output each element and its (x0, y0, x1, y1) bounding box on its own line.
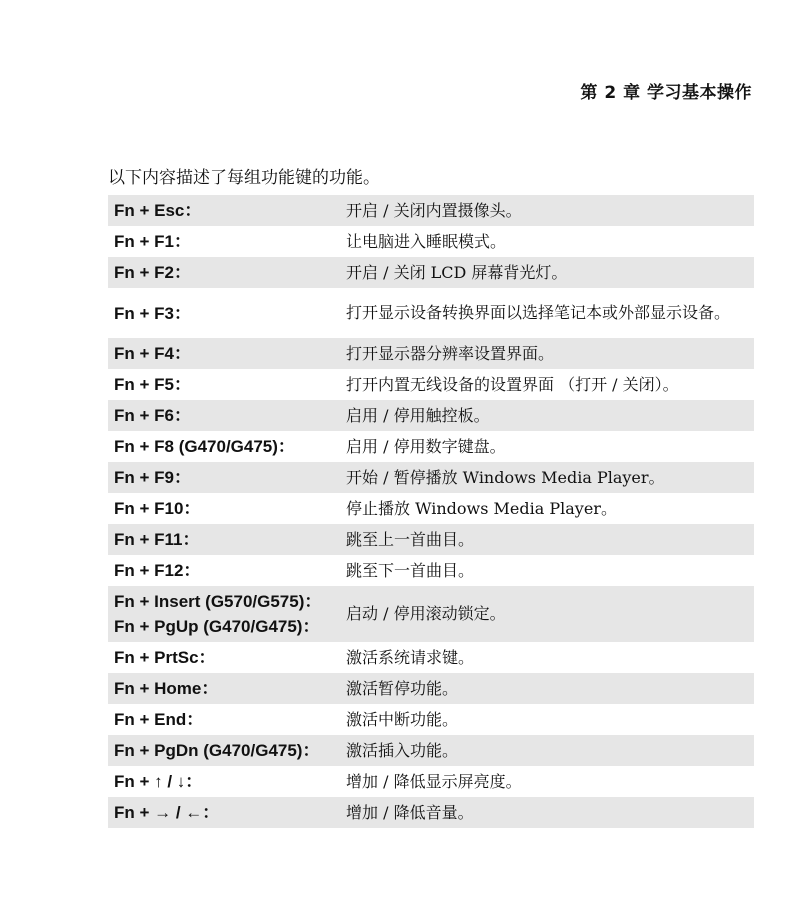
key-combo: Fn + Home： (114, 679, 219, 698)
key-description: 激活中断功能。 (346, 709, 459, 729)
table-row (108, 257, 754, 288)
key-combo: Fn + Esc： (114, 201, 202, 220)
table-row (108, 555, 754, 586)
key-description: 启用 / 停用数字键盘。 (346, 436, 506, 456)
intro-text: 以下内容描述了每组功能键的功能。 (108, 168, 380, 188)
function-key-table (108, 195, 754, 828)
table-row (108, 766, 754, 797)
table-row (108, 288, 754, 338)
key-description: 停止播放 Windows Media Player。 (346, 498, 617, 518)
table-row (108, 673, 754, 704)
key-combo: Fn + F8 (G470/G475)： (114, 437, 295, 456)
key-description: 跳至上一首曲目。 (346, 529, 475, 549)
key-description: 打开内置无线设备的设置界面 （打开 / 关闭）。 (346, 374, 679, 394)
key-combo: Fn + F4： (114, 344, 191, 363)
key-combo: Fn + F12： (114, 561, 201, 580)
table-row (108, 524, 754, 555)
key-combo: Fn + F1： (114, 232, 191, 251)
table-row (108, 735, 754, 766)
key-combo: Fn + F2： (114, 263, 191, 282)
key-combo: Fn + ↑ / ↓： (114, 772, 203, 791)
key-combo: Fn + F6： (114, 406, 191, 425)
key-combo-line: Fn + Insert (G570/G575)： (114, 592, 322, 611)
key-combo: Fn + F3： (114, 303, 191, 323)
table-row (108, 338, 754, 369)
key-description: 打开显示设备转换界面以选择笔记本或外部显示设备。 (346, 303, 731, 322)
key-description: 增加 / 降低显示屏亮度。 (346, 771, 522, 791)
table-row (108, 462, 754, 493)
key-combo: Fn + F5： (114, 375, 191, 394)
key-description: 启动 / 停用滚动锁定。 (346, 604, 506, 623)
key-combo (108, 589, 346, 639)
key-combo: Fn + F11： (114, 530, 200, 549)
table-row (108, 369, 754, 400)
key-description: 开启 / 关闭内置摄像头。 (346, 200, 522, 220)
key-description: 打开显示器分辨率设置界面。 (346, 343, 555, 363)
key-description: 跳至下一首曲目。 (346, 560, 475, 580)
table-row (108, 400, 754, 431)
key-combo: Fn + PgDn (G470/G475)： (114, 741, 320, 760)
key-description: 激活插入功能。 (346, 740, 459, 760)
table-row (108, 226, 754, 257)
key-description: 增加 / 降低音量。 (346, 802, 474, 822)
chapter-header: 第 2 章 学习基本操作 (580, 83, 752, 103)
key-combo: Fn + F10： (114, 499, 201, 518)
table-row (108, 586, 754, 642)
table-row (108, 704, 754, 735)
table-row (108, 195, 754, 226)
table-row (108, 642, 754, 673)
key-combo: Fn + End： (114, 710, 204, 729)
table-row (108, 493, 754, 524)
table-row (108, 431, 754, 462)
key-combo-line: Fn + PgUp (G470/G475)： (114, 617, 320, 636)
key-description: 开始 / 暂停播放 Windows Media Player。 (346, 467, 665, 487)
key-description: 开启 / 关闭 LCD 屏幕背光灯。 (346, 262, 568, 282)
key-description: 激活系统请求键。 (346, 647, 475, 667)
key-combo: Fn + F9： (114, 468, 191, 487)
key-description: 激活暂停功能。 (346, 678, 459, 698)
table-row (108, 797, 754, 828)
key-combo: Fn + PrtSc： (114, 648, 216, 667)
key-description: 让电脑进入睡眠模式。 (346, 231, 507, 251)
key-description: 启用 / 停用触控板。 (346, 405, 490, 425)
key-combo: Fn + → / ←： (114, 803, 220, 822)
